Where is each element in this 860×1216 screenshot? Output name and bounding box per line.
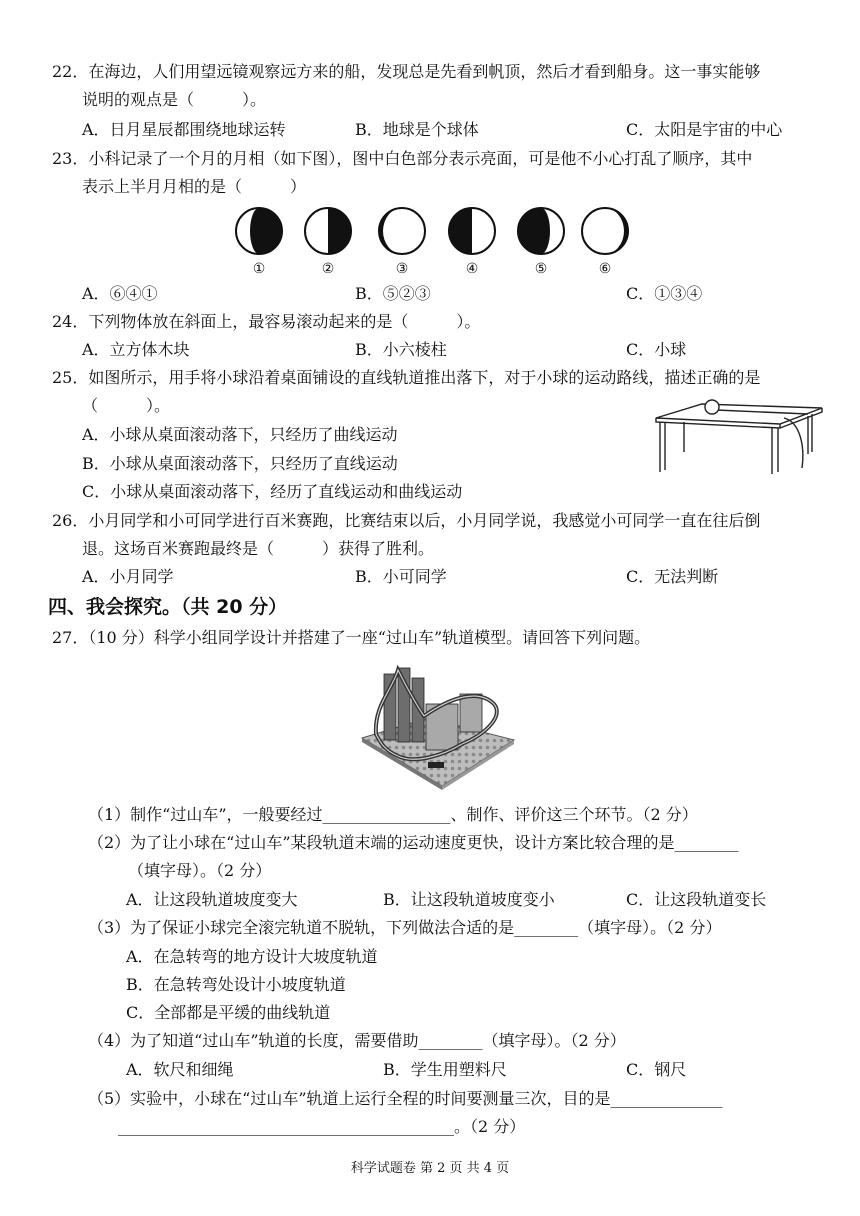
roller-coaster-model-figure (358, 660, 518, 790)
q23-option-c: C．①③④ (626, 284, 703, 303)
section-4-heading: 四、我会探究。（共 20 分） (48, 596, 288, 618)
q27-part1: （1）制作“过山车”，一般要经过________________、制作、评价这三个环节。（2 分） (88, 805, 698, 824)
q24-stem: 24．下列物体放在斜面上，最容易滚动起来的是（ ）。 (52, 312, 481, 331)
q26-option-b: B．小可同学 (355, 567, 447, 586)
q24-option-b: B．小六棱柱 (355, 340, 447, 359)
q22-option-a: A．日月星辰都围绕地球运转 (82, 120, 286, 139)
moon-label-6: ⑥ (598, 261, 612, 277)
q26-stem-line2: 退。这场百米赛跑最终是（ ）获得了胜利。 (82, 539, 435, 558)
q22-option-b: B．地球是个球体 (355, 120, 479, 139)
q23-stem-line2: 表示上半月月相的是（ ） (82, 177, 307, 196)
moon-label-1: ① (252, 261, 266, 277)
moon-label-5: ⑤ (534, 261, 548, 277)
q27-part3-option-b: B．在急转弯处设计小坡度轨道 (126, 975, 346, 994)
q25-stem-line1: 25．如图所示，用手将小球沿着桌面铺设的直线轨道推出落下，对于小球的运动路线，描述正确的是 (52, 368, 761, 387)
moon-phase-6-icon (580, 206, 630, 256)
q25-stem-line2: （ ）。 (82, 396, 171, 415)
q27-part5-line1: （5）实验中，小球在“过山车”轨道上运行全程的时间要测量三次，目的是______________ (88, 1089, 723, 1108)
q22-stem-line2: 说明的观点是（ ）。 (82, 90, 267, 109)
q23-option-b: B．⑤②③ (355, 284, 431, 303)
q27-part4-option-a: A．软尺和细绳 (126, 1060, 234, 1079)
q25-option-a: A．小球从桌面滚动落下，只经历了曲线运动 (82, 425, 398, 444)
q23-stem-line1: 23．小科记录了一个月的月相（如下图），图中白色部分表示亮面，可是他不小心打乱了顺序，其中 (52, 149, 753, 168)
q25-option-b: B．小球从桌面滚动落下，只经历了直线运动 (82, 454, 398, 473)
q27-part3-option-a: A．在急转弯的地方设计大坡度轨道 (126, 947, 378, 966)
q27-part2-option-b: B．让这段轨道坡度变小 (383, 890, 555, 909)
moon-label-2: ② (321, 261, 335, 277)
q27-part2-line1: （2）为了让小球在“过山车”某段轨道末端的运动速度更快，设计方案比较合理的是________ (88, 833, 739, 852)
moon-label-3: ③ (395, 261, 409, 277)
q26-option-c: C．无法判断 (626, 567, 719, 586)
q27-part4: （4）为了知道“过山车”轨道的长度，需要借助________（填字母）。（2 分） (88, 1031, 626, 1050)
q23-option-a: A．⑥④① (82, 284, 158, 303)
moon-phase-1-icon (234, 206, 284, 256)
table-ball-figure (650, 396, 830, 480)
q27-part3-option-c: C．全部都是平缓的曲线轨道 (126, 1003, 331, 1022)
page-footer: 科学试题卷 第 2 页 共 4 页 (350, 1161, 510, 1176)
q27-part2-option-c: C．让这段轨道变长 (626, 890, 767, 909)
q24-option-c: C．小球 (626, 340, 687, 359)
q26-option-a: A．小月同学 (82, 567, 174, 586)
q24-option-a: A．立方体木块 (82, 340, 190, 359)
q27-part3: （3）为了保证小球完全滚完轨道不脱轨，下列做法合适的是________（填字母）。（2 分） (88, 918, 722, 937)
q27-part2-line2: （填字母）。（2 分） (128, 861, 272, 880)
q27-part5-line2: __________________________________________。（2 分） (118, 1117, 526, 1136)
q27-intro: 27．（10 分）科学小组同学设计并搭建了一座“过山车”轨道模型。请回答下列问题。 (52, 628, 651, 647)
q25-option-c: C．小球从桌面滚动落下，经历了直线运动和曲线运动 (82, 482, 463, 501)
q27-part4-option-c: C．钢尺 (626, 1060, 687, 1079)
q22-stem-line1: 22．在海边，人们用望远镜观察远方来的船，发现总是先看到帆顶，然后才看到船身。这一事实能够 (52, 62, 761, 81)
moon-phase-4-icon (447, 206, 497, 256)
moon-phase-5-icon (516, 206, 566, 256)
moon-phase-3-icon (377, 206, 427, 256)
q27-part2-option-a: A．让这段轨道坡度变大 (126, 890, 298, 909)
moon-phase-2-icon (303, 206, 353, 256)
q27-part4-option-b: B．学生用塑料尺 (383, 1060, 507, 1079)
q22-option-c: C．太阳是宇宙的中心 (626, 120, 783, 139)
q26-stem-line1: 26．小月同学和小可同学进行百米赛跑，比赛结束以后，小月同学说，我感觉小可同学一直在往后倒 (52, 511, 761, 530)
moon-label-4: ④ (465, 261, 479, 277)
